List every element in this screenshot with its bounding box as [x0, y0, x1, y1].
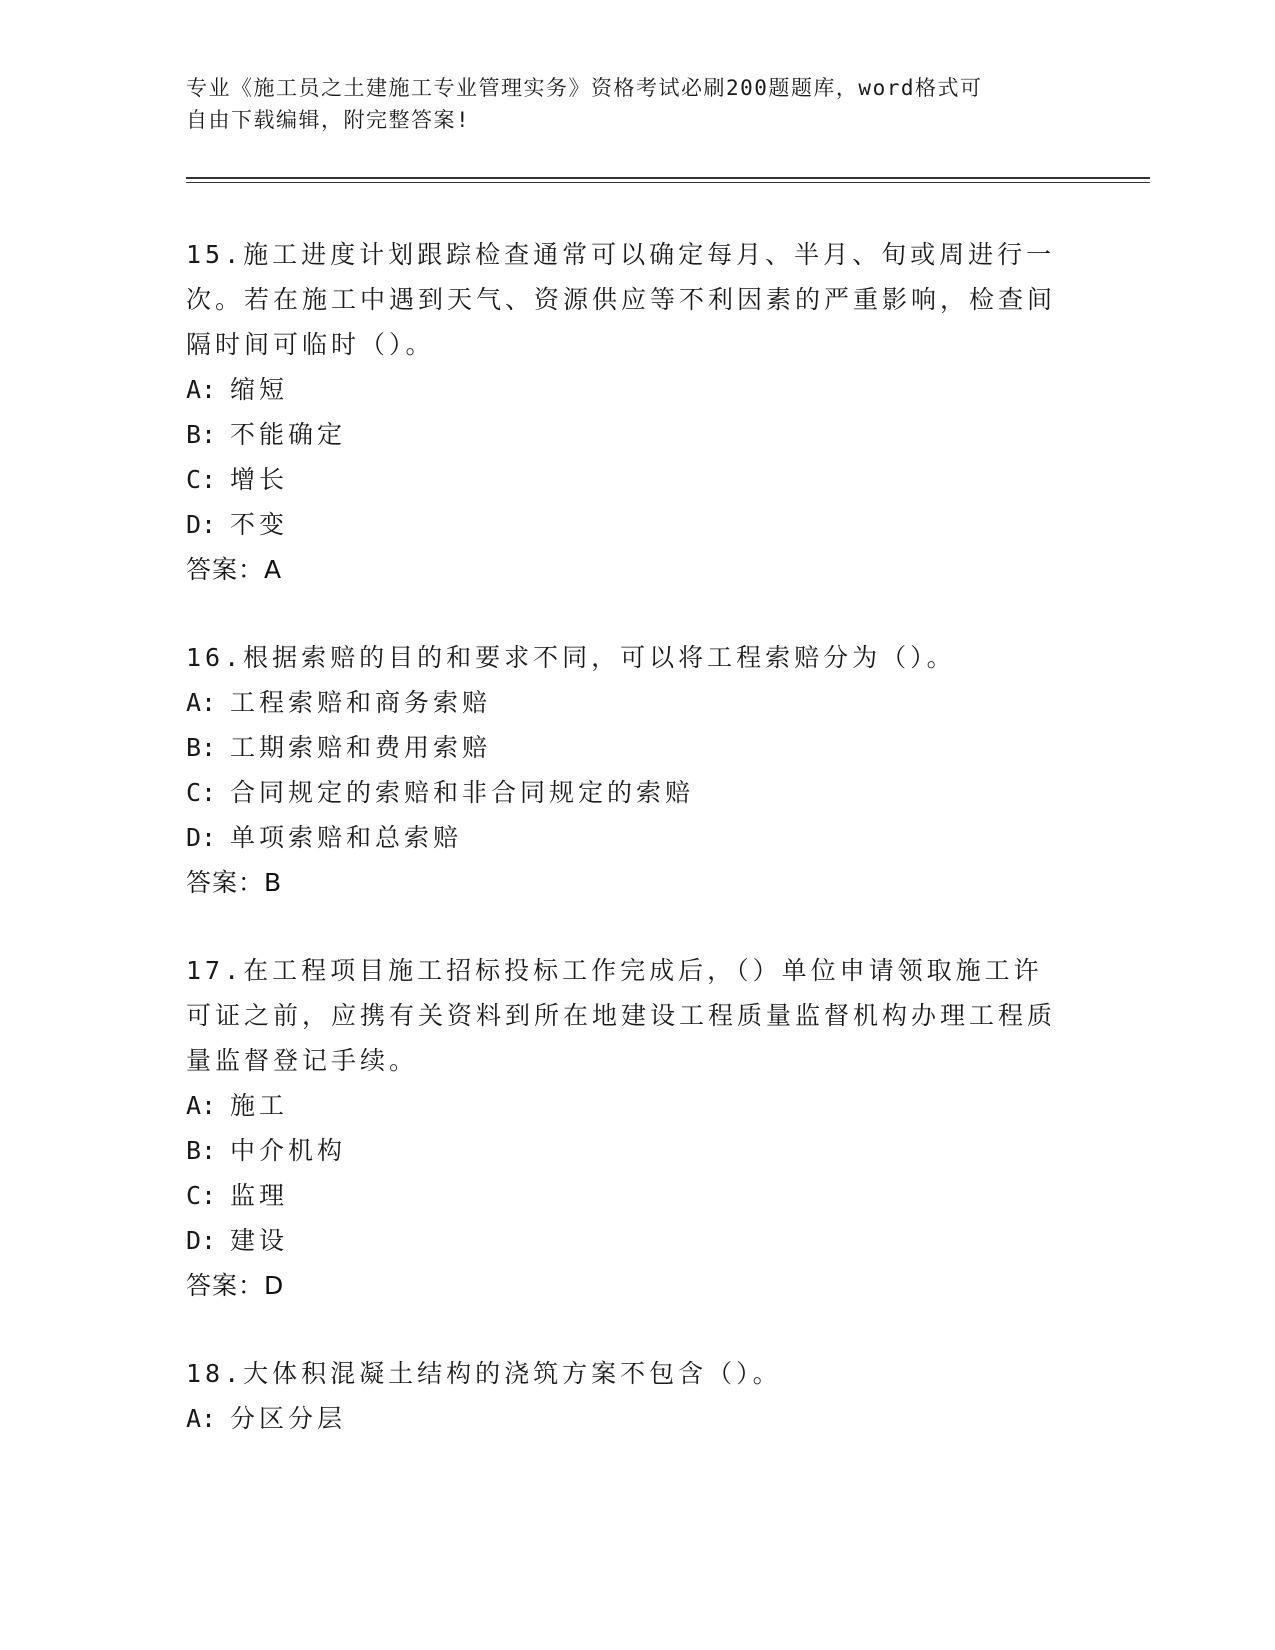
option-d: [186, 1218, 1086, 1263]
option-label: C:: [186, 778, 217, 807]
header-line-1: 专业《施工员之土建施工专业管理实务》资格考试必刷200题题库，word格式可: [186, 76, 983, 100]
option-a: [186, 680, 1086, 725]
option-text: 不变: [230, 510, 289, 539]
answer-value: A: [264, 555, 283, 584]
option-label: C:: [186, 1181, 217, 1210]
option-text: 分区分层: [230, 1404, 347, 1433]
answer-line: [186, 1263, 1086, 1308]
answer-label: 答案：: [186, 868, 265, 897]
question-17: [186, 948, 1086, 1308]
option-b: [186, 412, 1086, 457]
question-stem: 18.大体积混凝土结构的浇筑方案不包含（）。: [186, 1359, 782, 1388]
option-a: [186, 367, 1086, 412]
option-b: [186, 1128, 1086, 1173]
answer-line: [186, 860, 1086, 905]
option-text: 工期索赔和费用索赔: [230, 733, 492, 762]
option-label: B:: [186, 1136, 217, 1165]
answer-label: 答案：: [186, 1271, 265, 1300]
header-line-2: 自由下载编辑，附完整答案!: [186, 108, 471, 132]
answer-value: B: [264, 868, 283, 897]
option-c: [186, 457, 1086, 502]
answer-line: [186, 547, 1086, 592]
option-text: 施工: [230, 1091, 289, 1120]
option-text: 缩短: [230, 375, 289, 404]
option-text: 监理: [230, 1181, 289, 1210]
option-label: D:: [186, 1226, 217, 1255]
option-c: [186, 1173, 1086, 1218]
option-label: A:: [186, 1091, 217, 1120]
answer-label: 答案：: [186, 555, 265, 584]
option-label: A:: [186, 375, 217, 404]
option-text: 单项索赔和总索赔: [230, 823, 463, 852]
option-text: 合同规定的索赔和非合同规定的索赔: [230, 778, 695, 807]
option-text: 工程索赔和商务索赔: [230, 688, 492, 717]
option-label: B:: [186, 420, 217, 449]
option-d: [186, 815, 1086, 860]
header-divider-thin: [186, 182, 1150, 183]
document-header: [186, 72, 1066, 136]
option-d: [186, 502, 1086, 547]
option-text: 增长: [230, 465, 289, 494]
option-label: B:: [186, 733, 217, 762]
question-list: [186, 232, 1086, 1484]
option-a: [186, 1396, 1086, 1441]
option-c: [186, 770, 1086, 815]
option-label: A:: [186, 688, 217, 717]
option-text: 中介机构: [230, 1136, 347, 1165]
option-label: D:: [186, 510, 217, 539]
option-b: [186, 725, 1086, 770]
answer-value: D: [264, 1271, 285, 1300]
option-label: D:: [186, 823, 217, 852]
option-text: 不能确定: [230, 420, 347, 449]
option-text: 建设: [230, 1226, 289, 1255]
question-stem: 15.施工进度计划跟踪检查通常可以确定每月、半月、旬或周进行一次。若在施工中遇到天气、资源供应等不利因素的严重影响，检查间隔时间可临时（）。: [186, 240, 1057, 359]
option-label: C:: [186, 465, 217, 494]
header-divider-thick: [186, 177, 1150, 179]
question-stem: 16.根据索赔的目的和要求不同，可以将工程索赔分为（）。: [186, 643, 956, 672]
question-16: [186, 635, 1086, 905]
question-stem: 17.在工程项目施工招标投标工作完成后，（）单位申请领取施工许可证之前，应携有关资料到所在地建设工程质量监督机构办理工程质量监督登记手续。: [186, 956, 1057, 1075]
question-15: [186, 232, 1086, 592]
option-a: [186, 1083, 1086, 1128]
question-18: [186, 1351, 1086, 1441]
option-label: A:: [186, 1404, 217, 1433]
